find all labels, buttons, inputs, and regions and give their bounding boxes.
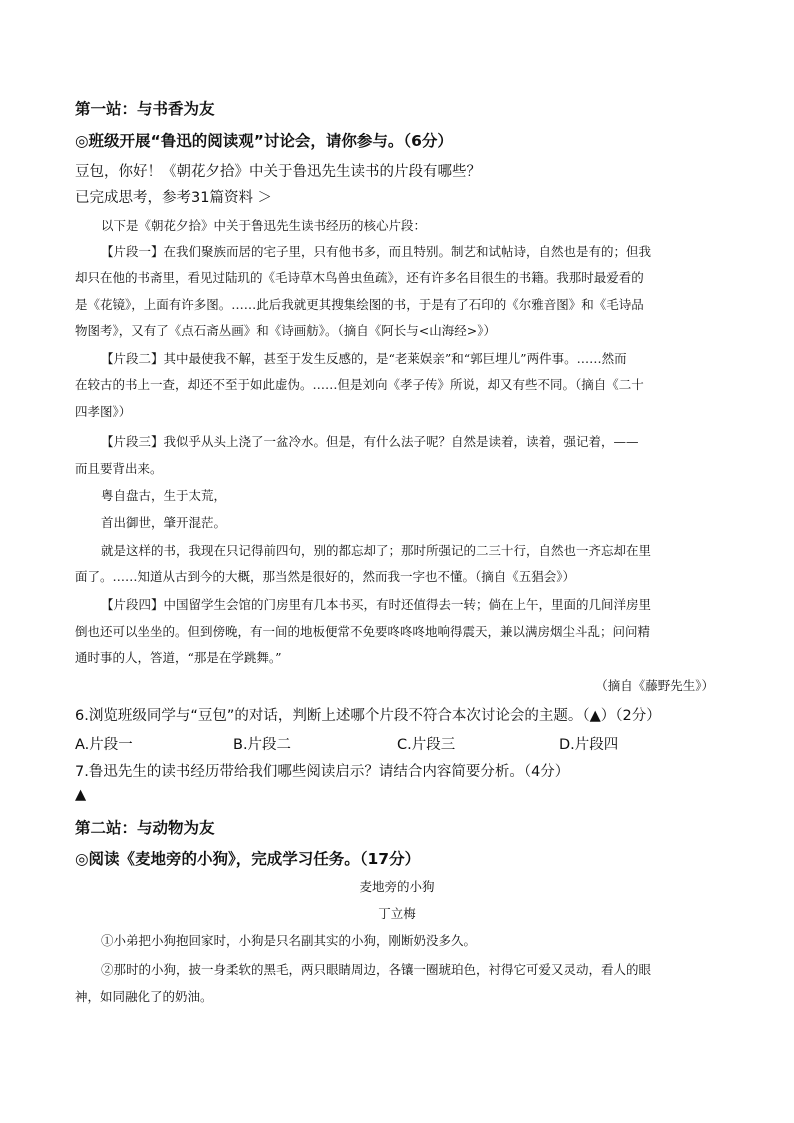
fragment4-line: 通时事的人，答道，“那是在学跳舞。”: [75, 650, 282, 665]
fragment1-line: 【片段一】在我们聚族而居的宅子里，只有他书多，而且特别。制艺和试帖诗，自然也是有的；但我: [101, 244, 652, 259]
fragment2-line: 在较古的书上一查，却还不至于如此虚伪。……但是刘向《孝子传》所说，却又有些不同。（摘自《二十: [75, 377, 644, 392]
fragment3-line: 而且要背出来。: [75, 461, 163, 476]
question-7: 7.鲁迅先生的读书经历带给我们哪些阅读启示？请结合内容简要分析。（4分）: [75, 764, 570, 780]
q6-option-a: A.片段一: [75, 737, 133, 753]
fragment1-line: 却只在他的书斋里，看见过陆玑的《毛诗草木鸟兽虫鱼疏》，还有许多名目很生的书籍。我那时最爱看的: [75, 270, 644, 285]
fragment4-line: 倒也还可以坐坐的。但到傍晚，有一间的地板便常不免要咚咚咚地响得震天，兼以满房烟尘斗乱；问问精: [75, 624, 651, 639]
station1-title: 第一站：与书香为友: [75, 100, 215, 118]
q6-option-b: B.片段二: [233, 737, 292, 753]
article-paragraph-2: 神，如同融化了的奶油。: [75, 989, 213, 1004]
article-title: 麦地旁的小狗: [359, 879, 435, 894]
station2-title: 第二站：与动物为友: [75, 819, 215, 837]
poem-line: 首出御世，肇开混茫。: [101, 515, 227, 530]
fragment1-line: 物图考》，又有了《点石斋丛画》和《诗画舫》。（摘自《阿长与<山海经>》）: [75, 323, 496, 338]
question-6: 6.浏览班级同学与“豆包”的对话，判断上述哪个片段不符合本次讨论会的主题。（▲）（2分）: [75, 708, 661, 724]
station1-task: ◎班级开展“鲁迅的阅读观”讨论会，请你参与。（6分）: [75, 132, 453, 150]
answer-mark: ▲: [75, 787, 87, 803]
fragment4-source: （摘自《藤野先生》）: [595, 678, 714, 693]
q6-option-d: D.片段四: [559, 737, 619, 753]
fragment2-line: 四孝图》）: [75, 404, 132, 419]
fragment1-line: 是《花镜》，上面有许多图。……此后我就更其搜集绘图的书，于是有了石印的《尔雅音图》和《毛诗品: [75, 297, 644, 312]
station2-task: ◎阅读《麦地旁的小狗》，完成学习任务。（17分）: [75, 850, 421, 868]
article-paragraph-2: ②那时的小狗，披一身柔软的黑毛，两只眼睛周边，各镶一圈琥珀色，衬得它可爱又灵动，看人的眼: [101, 962, 652, 977]
fragment2-line: 【片段二】其中最使我不解，甚至于发生反感的，是“老莱娱亲”和“郭巨埋儿”两件事。……然而: [101, 351, 627, 366]
doubao-question: 豆包，你好！《朝花夕拾》中关于鲁迅先生读书的片段有哪些？: [75, 164, 481, 180]
doubao-status: 已完成思考，参考31篇资料 ＞: [75, 190, 273, 206]
fragment3-cont-line: 就是这样的书，我现在只记得前四句，别的都忘却了；那时所强记的二三十行，自然也一齐忘却在里: [101, 543, 652, 558]
article-paragraph-1: ①小弟把小狗抱回家时，小狗是只名副其实的小狗，刚断奶没多久。: [101, 933, 477, 948]
fragment3-line: 【片段三】我似乎从头上浇了一盆冷水。但是，有什么法子呢？自然是读着，读着，强记着，——: [101, 434, 639, 449]
fragment3-cont-line: 面了。……知道从古到今的大概，那当然是很好的，然而我一字也不懂。（摘自《五猖会》）: [75, 569, 576, 584]
fragments-intro: 以下是《朝花夕拾》中关于鲁迅先生读书经历的核心片段：: [101, 218, 427, 233]
article-author: 丁立梅: [378, 906, 416, 921]
q6-option-c: C.片段三: [397, 737, 456, 753]
fragment4-line: 【片段四】中国留学生会馆的门房里有几本书买，有时还值得去一转；倘在上午，里面的几间洋房里: [101, 597, 652, 612]
poem-line: 粤自盘古，生于太荒，: [101, 488, 227, 503]
